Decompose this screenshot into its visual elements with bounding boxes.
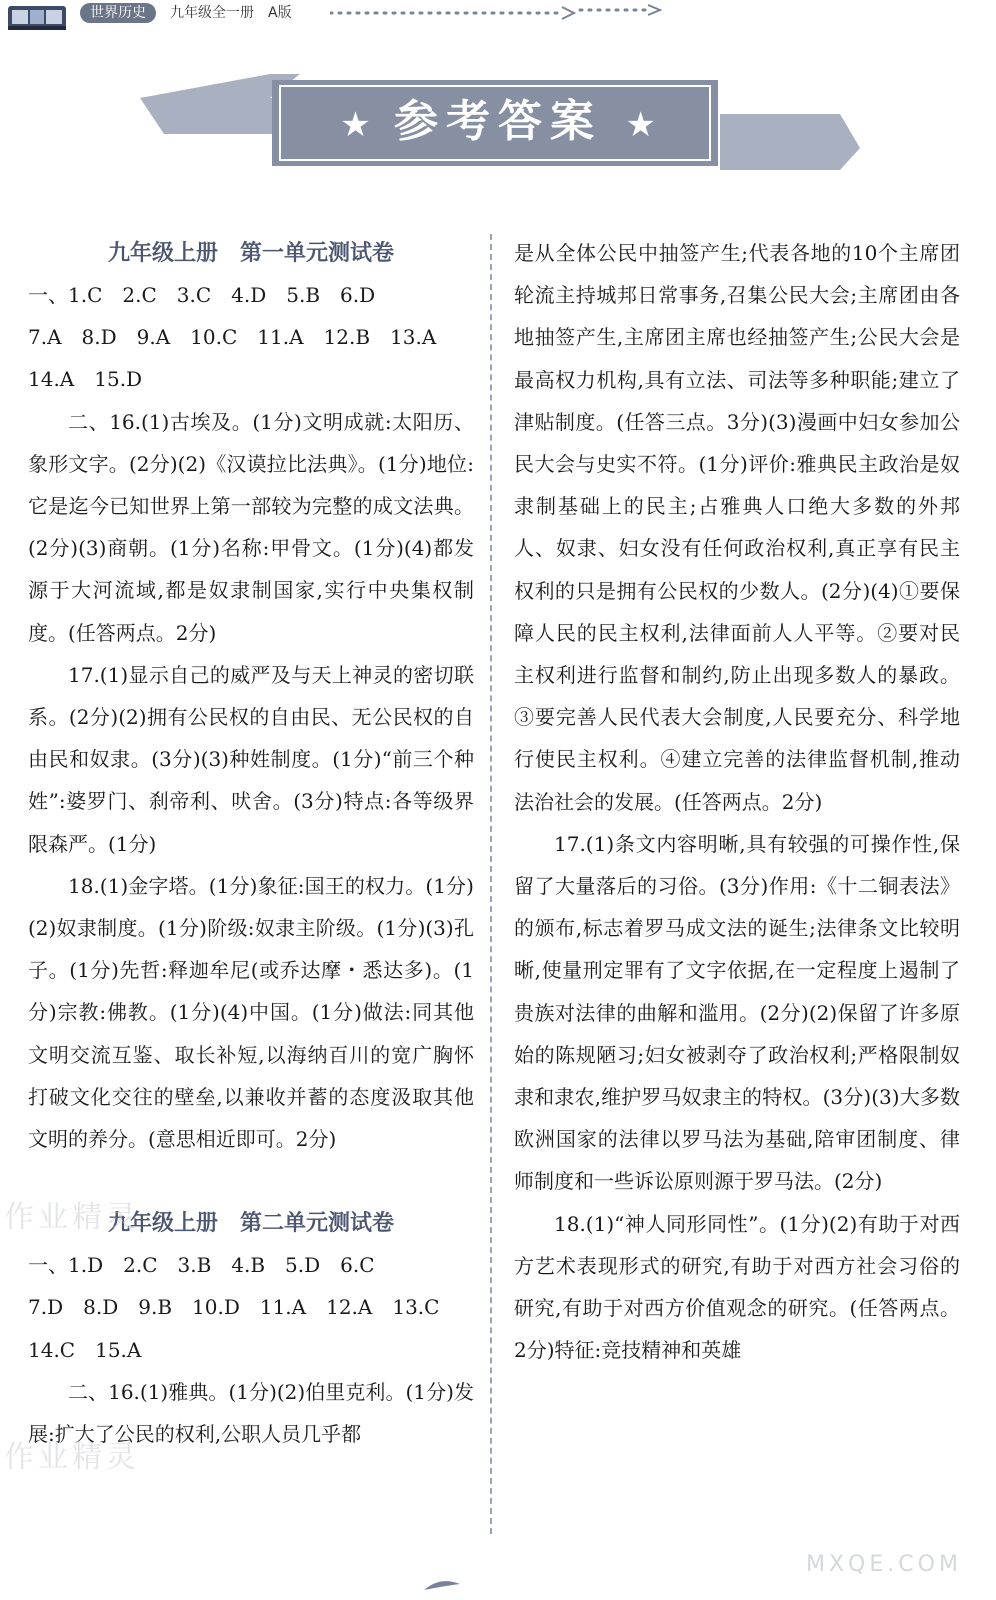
page-title	[280, 84, 716, 160]
unit2-mc-line: 一、1.D 2.C 3.B 4.B 5.D 6.C	[28, 1253, 375, 1278]
leaf-decoration-icon	[420, 1574, 480, 1594]
grade-label: 九年级全一册 A版	[170, 5, 292, 21]
unit1-mc-line: 一、1.C 2.C 3.C 4.D 5.B 6.D	[28, 283, 376, 307]
watermark: 作业精灵	[4, 1200, 140, 1235]
title-text: 参考答案	[394, 96, 602, 147]
unit2-q17-answer: 17.(1)条文内容明晰,具有较强的可操作性,保留了大量落后的习俗。(3分)作用:《十二铜表法》的颁布,标志着罗马成文法的诞生;法律条文比较明晰,使量刑定罪有了文字依据,在一定程度上遏制了贵族对法律的曲解和滥用。(2分)(2)保留了许多原始的陈规陋习;妇女被剥夺了政治权利;严格限制奴隶和隶农,维护罗马奴隶主的特权。(3分)(3)大多数欧洲国家的法律以罗马法为基础,陪审团制度、律师制度和一些诉讼原则源于罗马法。(2分)	[514, 831, 960, 1194]
corner-watermark: MXQE.COM	[806, 1552, 962, 1577]
subject-badge: 世界历史	[80, 3, 156, 23]
unit2-title: 九年级上册 第二单元测试卷	[107, 1210, 394, 1237]
unit1-title: 九年级上册 第一单元测试卷	[107, 240, 394, 266]
watermark: 作业精灵	[4, 1440, 140, 1475]
left-column	[28, 232, 474, 1455]
dotted-arrow-decoration	[330, 4, 670, 22]
star-icon: ★	[625, 105, 656, 145]
unit2-q18-answer: 18.(1)“神人同形同性”。(1分)(2)有助于对西方艺术表现形式的研究,有助于对西方社会习俗的研究,有助于对西方价值观念的研究。(任答两点。2分)特征:竞技精神和英雄	[514, 1211, 960, 1363]
unit1-q17-answer: 17.(1)显示自己的威严及与天上神灵的密切联系。(2分)(2)拥有公民权的自由民、无公民权的自由民和奴隶。(3分)(3)种姓制度。(1分)“前三个种姓”:婆罗门、刹帝利、吠舍。(3分)特点:各等级界限森严。(1分)	[28, 662, 474, 856]
page-header	[0, 0, 996, 34]
unit1-q16-answer: 二、16.(1)古埃及。(1分)文明成就:太阳历、象形文字。(2分)(2)《汉谟拉比法典》。(1分)地位:它是迄今已知世界上第一部较为完整的成文法典。(2分)(3)商朝。(1分)名称:甲骨文。(1分)(4)都发源于大河流域,都是奴隶制国家,实行中央集权制度。(任答两点。2分)	[28, 409, 474, 645]
column-divider	[490, 234, 492, 1534]
unit2-q16-continued: 是从全体公民中抽签产生;代表各地的10个主席团轮流主持城邦日常事务,召集公民大会;主席团由各地抽签产生,主席团主席也经抽签产生;公民大会是最高权力机构,具有立法、司法等多种职能;建立了津贴制度。(任答三点。3分)(3)漫画中妇女参加公民大会与史实不符。(1分)评价:雅典民主政治是奴隶制基础上的民主;占雅典人口绝大多数的外邦人、奴隶、妇女没有任何政治权利,真正享有民主权利的只是拥有公民权的少数人。(2分)(4)①要保障人民的民主权利,法律面前人人平等。②要对民主权利进行监督和制约,防止出现多数人的暴政。③要完善人民代表大会制度,人民要充分、科学地行使民主权利。④建立完善的法律监督机制,推动法治社会的发展。(任答两点。2分)	[514, 241, 960, 814]
unit2-mc-line: 14.C 15.A	[28, 1337, 142, 1362]
book-stack-logo-icon	[6, 2, 68, 32]
unit2-mc-line: 7.D 8.D 9.B 10.D 11.A 12.A 13.C	[28, 1295, 440, 1320]
unit1-mc-line: 14.A 15.D	[28, 367, 143, 392]
unit1-mc-line: 7.A 8.D 9.A 10.C 11.A 12.B 13.A	[28, 325, 437, 350]
unit1-q18-answer: 18.(1)金字塔。(1分)象征:国王的权力。(1分)(2)奴隶制度。(1分)阶级:奴隶主阶级。(1分)(3)孔子。(1分)先哲:释迦牟尼(或乔达摩・悉达多)。(1分)宗教:佛教。(1分)(4)中国。(1分)做法:同其他文明交流互鉴、取长补短,以海纳百川的宽广胸怀打破文化交往的壁垒,以兼收并蓄的态度汲取其他文明的养分。(意思相近即可。2分)	[28, 873, 474, 1152]
star-icon: ★	[340, 105, 371, 145]
right-column	[514, 232, 960, 1371]
unit2-q16-answer: 二、16.(1)雅典。(1分)(2)伯里克利。(1分)发展:扩大了公民的权利,公职人员几乎都	[28, 1379, 474, 1447]
